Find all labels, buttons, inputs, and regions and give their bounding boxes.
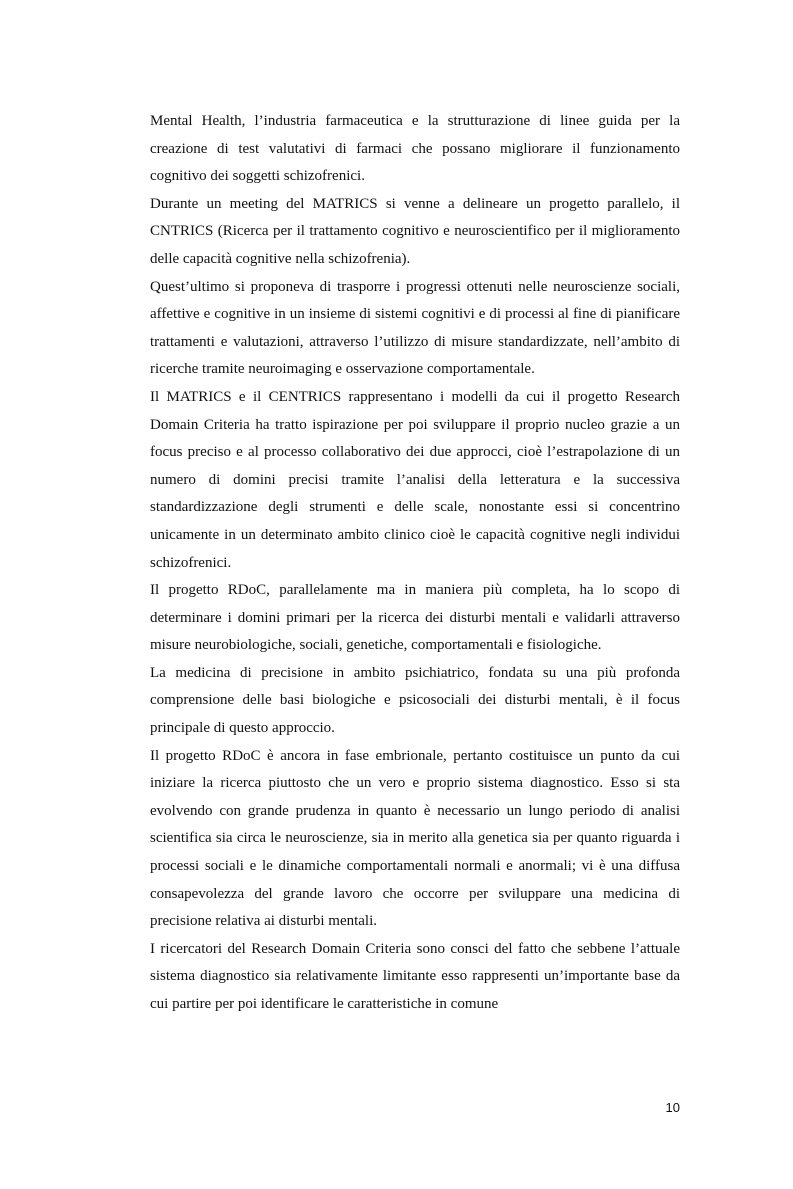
paragraph-rdoc-scope: Il progetto RDoC, parallelamente ma in maniera più completa, ha lo scopo di determinare i domini primari per la ricerca dei disturbi mentali e validarli attraverso misure neurobiologiche, sociali, genetiche, comportamentali e fisiologiche. bbox=[150, 582, 680, 654]
paragraph-researchers: I ricercatori del Research Domain Criteria sono consci del fatto che sebbene l’attuale sistema diagnostico sia relativamente limitante esso rappresenti un’importante base da cui partire per poi identificare le caratteristiche in comune bbox=[150, 940, 680, 1012]
paragraph-precision-medicine: La medicina di precisione in ambito psichiatrico, fondata su una più profonda comprensione delle basi biologiche e psicosociali dei disturbi mentali, è il focus principale di questo approccio. bbox=[150, 664, 680, 737]
paragraph-rdoc-embryonic: Il progetto RDoC è ancora in fase embrionale, pertanto costituisce un punto da cui iniziare la ricerca piuttosto che un vero e proprio sistema diagnostico. Esso si sta evolvendo con grande prudenza in quanto è necessario un lungo periodo di analisi scientifica sia circa le neuroscienze, sia in merito alla genetica sia per quanto riguarda i processi sociali e le dinamiche comportamentali normali e anormali; vi è una diffusa consapevolezza del grande lavoro che occorre per sviluppare una medicina di precisione relativa ai disturbi mentali. bbox=[150, 747, 680, 930]
paragraph-matrics-centrics: Il MATRICS e il CENTRICS rappresentano i modelli da cui il progetto Research Domain Criteria ha tratto ispirazione per poi sviluppare il proprio nucleo grazie a un focus preciso e al processo collaborativo dei due approcci, cioè l’estrapolazione di un numero di domini precisi tramite l’analisi della letteratura e la successiva standardizzazione degli strumenti e delle scale, nonostante essi si concentrino unicamente in un determinato ambito clinico cioè le capacità cognitive negli individui schizofrenici. bbox=[150, 388, 680, 571]
page-number: 10 bbox=[665, 1100, 680, 1115]
body-text bbox=[150, 108, 680, 1019]
paragraph-cntrics: Durante un meeting del MATRICS si venne a delineare un progetto parallelo, il CNTRICS (Ricerca per il trattamento cognitivo e neuroscientifico per il miglioramento delle capacità cognitive nella schizofrenia). bbox=[150, 195, 680, 267]
paragraph-neuroscienze: Quest’ultimo si proponeva di trasporre i progressi ottenuti nelle neuroscienze sociali, affettive e cognitive in un insieme di sistemi cognitivi e di processi al fine di pianificare trattamenti e valutazioni, attraverso l’utilizzo di misure standardizzate, nell’ambito di ricerche tramite neuroimaging e osservazione comportamentale. bbox=[150, 278, 680, 378]
paragraph-mental-health: Mental Health, l’industria farmaceutica e la strutturazione di linee guida per la creazione di test valutativi di farmaci che possano migliorare il funzionamento cognitivo dei soggetti schizofrenici. bbox=[150, 113, 680, 185]
